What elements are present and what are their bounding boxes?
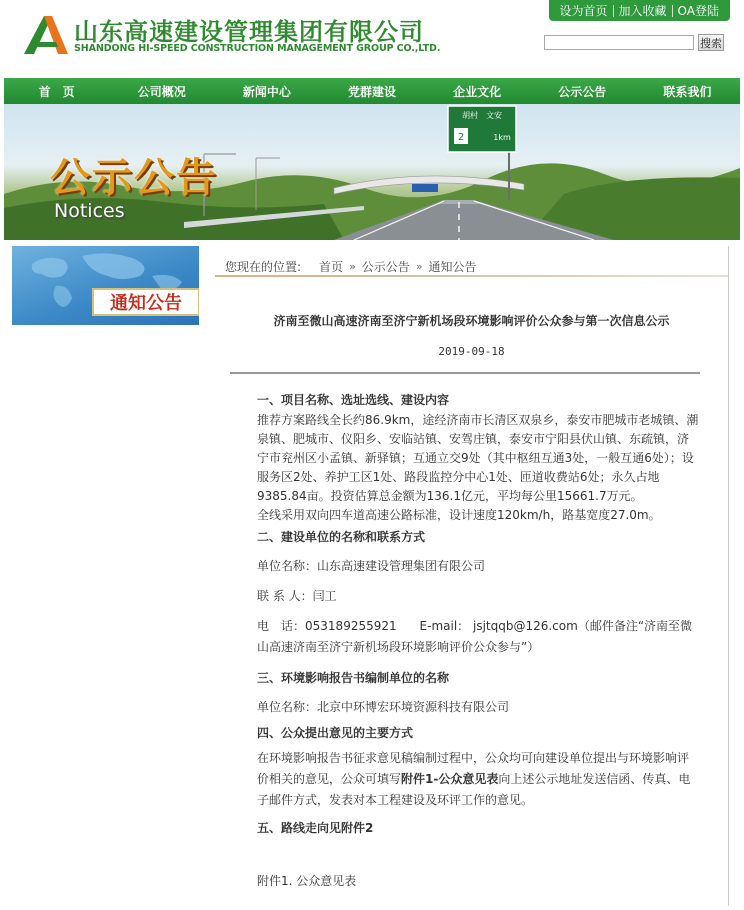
nav-item-company-overview[interactable]: 公司概况 — [137, 84, 186, 99]
banner-subtitle: Notices — [54, 200, 125, 222]
highway-sign-distance: 1km — [493, 133, 511, 142]
report-unit: 单位名称：北京中环博宏环境资源科技有限公司 — [257, 700, 510, 714]
search-input[interactable] — [544, 35, 694, 50]
breadcrumb — [225, 258, 483, 275]
set-homepage-link[interactable]: 设为首页 — [559, 4, 608, 18]
breadcrumb-notices[interactable]: 通知公告 — [428, 260, 477, 274]
company-name-en: SHANDONG HI-SPEED CONSTRUCTION MANAGEMENT GROUP CO.,LTD. — [74, 43, 441, 54]
section-heading: 一、项目名称、选址选线、建设内容 — [257, 393, 450, 407]
paragraph-text: 向上述公示地址发送信函、传真、电子邮件方式，发表对本工程建设及环评工作的意见。 — [257, 772, 691, 807]
company-logo-icon[interactable] — [22, 14, 70, 56]
top-links-bar — [549, 0, 730, 21]
paragraph: 推荐方案路线全长约86.9km，途经济南市长清区双泉乡，泰安市肥城市老城镇、潮泉镇、肥城市、仪阳乡、安临站镇、安驾庄镇，泰安市宁阳县伏山镇、东疏镇，济宁市兖州区小孟镇、新驿镇；互通立交9处（其中枢纽互通3处，一般互通6处）；设服务区2处、养护工区1处、路段监控分中心1处、匝道收费站6处；永久占地9385.84亩。投资估算总金额为136.1亿元，平均每公里15661.7万元。 — [257, 413, 699, 503]
sidebar-label-notices[interactable]: 通知公告 — [92, 288, 199, 316]
section-heading: 二、建设单位的名称和联系方式 — [257, 530, 426, 544]
nav-item-news-center[interactable]: 新闻中心 — [242, 84, 291, 99]
email-label: E-mail： — [419, 619, 470, 633]
main-content — [215, 246, 729, 906]
contact-phone-email — [257, 616, 699, 658]
chevron-right-icon: » — [415, 260, 423, 273]
sidebar-category-box[interactable] — [12, 246, 199, 325]
attachment-item[interactable]: 附件1. 公众意见表 — [257, 874, 357, 888]
site-header — [0, 0, 744, 78]
article-date: 2019-09-18 — [438, 345, 505, 358]
banner-title: 公示公告 — [50, 154, 218, 201]
chevron-right-icon: » — [349, 260, 356, 273]
nav-item-announcements[interactable]: 公示公告 — [558, 84, 607, 99]
article-body — [257, 389, 699, 896]
nav-item-party-building[interactable]: 党群建设 — [347, 84, 396, 99]
main-nav — [4, 78, 740, 104]
phone-number: 053189255921 — [305, 619, 397, 633]
breadcrumb-announcements[interactable]: 公示公告 — [361, 260, 410, 274]
contact-person: 联 系 人：闫工 — [257, 589, 337, 603]
company-name-cn: 山东高速建设管理集团有限公司 — [74, 18, 424, 46]
nav-item-home[interactable]: 首 页 — [38, 84, 75, 99]
breadcrumb-prefix: 您现在的位置: — [225, 260, 302, 274]
divider — [230, 372, 700, 374]
breadcrumb-home[interactable]: 首页 — [319, 260, 344, 274]
attachment-1-link[interactable]: 附件1-公众意见表 — [401, 772, 499, 786]
highway-sign-text: 胡村 文安 — [462, 111, 502, 120]
contact-unit: 单位名称：山东高速建设管理集团有限公司 — [257, 559, 486, 573]
phone-label: 电 话： — [257, 619, 306, 633]
email-address[interactable]: jsjtqqb@126.com — [472, 619, 578, 633]
section-heading: 五、路线走向见附件2 — [257, 821, 374, 835]
article-title: 济南至微山高速济南至济宁新机场段环境影响评价公众参与第一次信息公示 — [273, 314, 670, 328]
nav-item-contact-us[interactable]: 联系我们 — [663, 84, 712, 99]
paragraph-text: 在环境影响报告书征求意见稿编制过程中，公众均可向建设单位提出与环境影响评价相关的意见，公众可填写 — [257, 751, 690, 786]
oa-login-link[interactable]: OA登陆 — [677, 4, 719, 18]
email-note: （邮件备注“济南至微山高速济南至济宁新机场段环境影响评价公众参与”） — [257, 619, 693, 654]
nav-item-corporate-culture[interactable]: 企业文化 — [453, 84, 502, 99]
section-heading: 三、环境影响报告书编制单位的名称 — [257, 671, 450, 685]
page-banner — [4, 104, 740, 240]
highway-sign-exit: 2 — [457, 132, 465, 143]
paragraph: 全线采用双向四车道高速公路标准，设计速度120km/h，路基宽度27.0m。 — [257, 508, 661, 522]
divider — [215, 275, 728, 277]
add-favorite-link[interactable]: 加入收藏 — [618, 4, 667, 18]
search-button[interactable]: 搜索 — [698, 34, 724, 51]
paragraph — [257, 748, 699, 811]
section-heading: 四、公众提出意见的主要方式 — [257, 726, 414, 740]
